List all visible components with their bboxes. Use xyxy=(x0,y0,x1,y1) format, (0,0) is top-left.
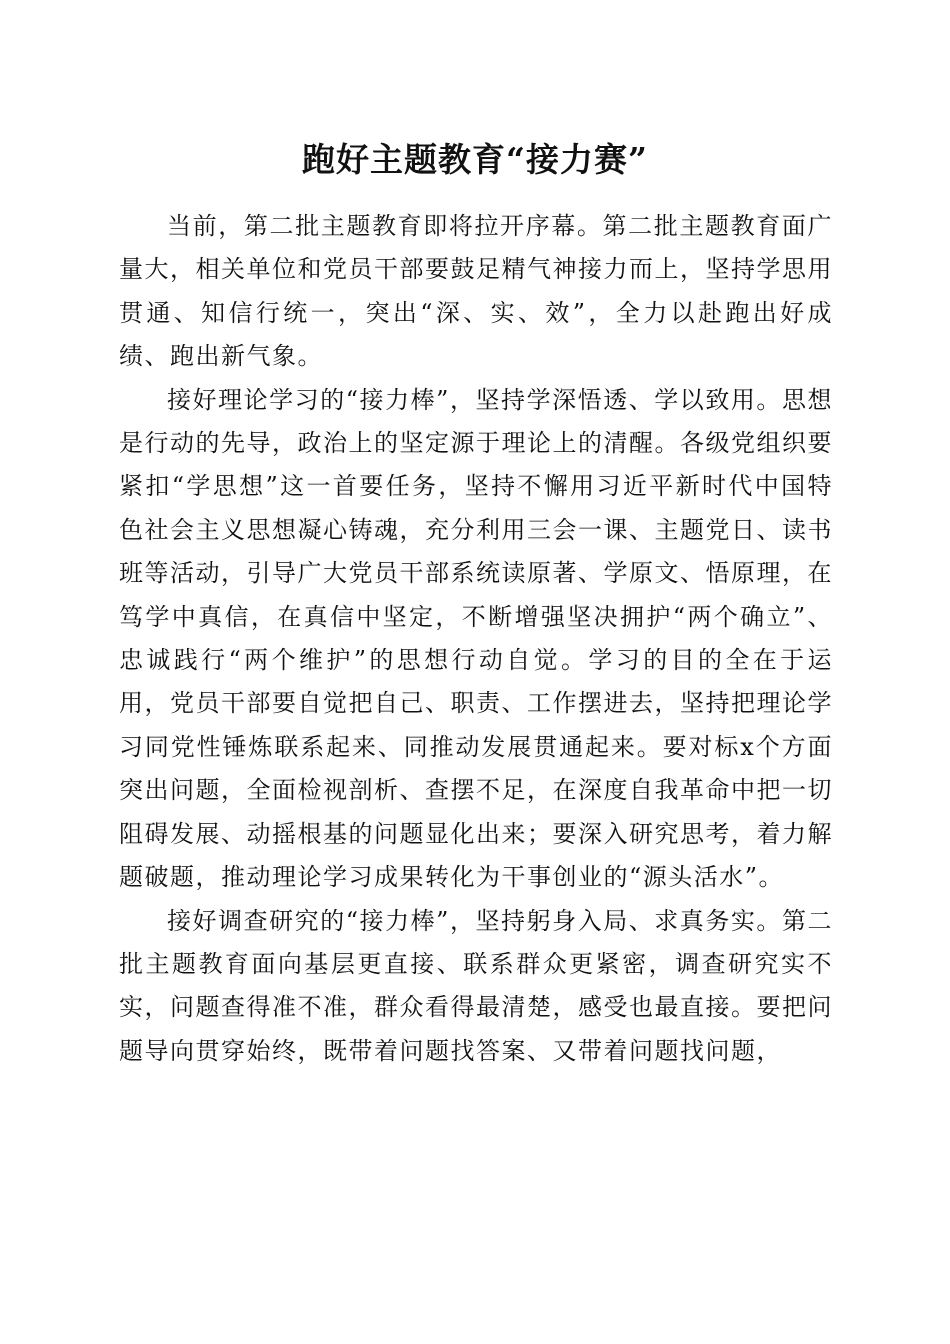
paragraph: 接好调查研究的“接力棒”，坚持躬身入局、求真务实。第二批主题教育面向基层更直接、联系群众更紧密，调查研究实不实，问题查得准不准，群众看得最清楚，感受也最直接。要把问题导向贯穿始终，既带着问题找答案、又带着问题找问题， xyxy=(119,906,833,1065)
document-body xyxy=(119,205,833,1073)
paragraph: 当前，第二批主题教育即将拉开序幕。第二批主题教育面广量大，相关单位和党员干部要鼓足精气神接力而上，坚持学思用贯通、知信行统一，突出“深、实、效”，全力以赴跑出好成绩、跑出新气象。 xyxy=(119,212,833,371)
paragraph: 接好理论学习的“接力棒”，坚持学深悟透、学以致用。思想是行动的先导，政治上的坚定源于理论上的清醒。各级党组织要紧扣“学思想”这一首要任务，坚持不懈用习近平新时代中国特色社会主义思想凝心铸魂，充分利用三会一课、主题党日、读书班等活动，引导广大党员干部系统读原著、学原文、悟原理，在笃学中真信，在真信中坚定，不断增强坚决拥护“两个确立”、忠诚践行“两个维护”的思想行动自觉。学习的目的全在于运用，党员干部要自觉把自己、职责、工作摆进去，坚持把理论学习同党性锤炼联系起来、同推动发展贯通起来。要对标x个方面突出问题，全面检视剖析、查摆不足，在深度自我革命中把一切阻碍发展、动摇根基的问题显化出来；要深入研究思考，着力解题破题，推动理论学习成果转化为干事创业的“源头活水”。 xyxy=(119,385,833,892)
document-title: 跑好主题教育“接力赛” xyxy=(302,140,648,179)
